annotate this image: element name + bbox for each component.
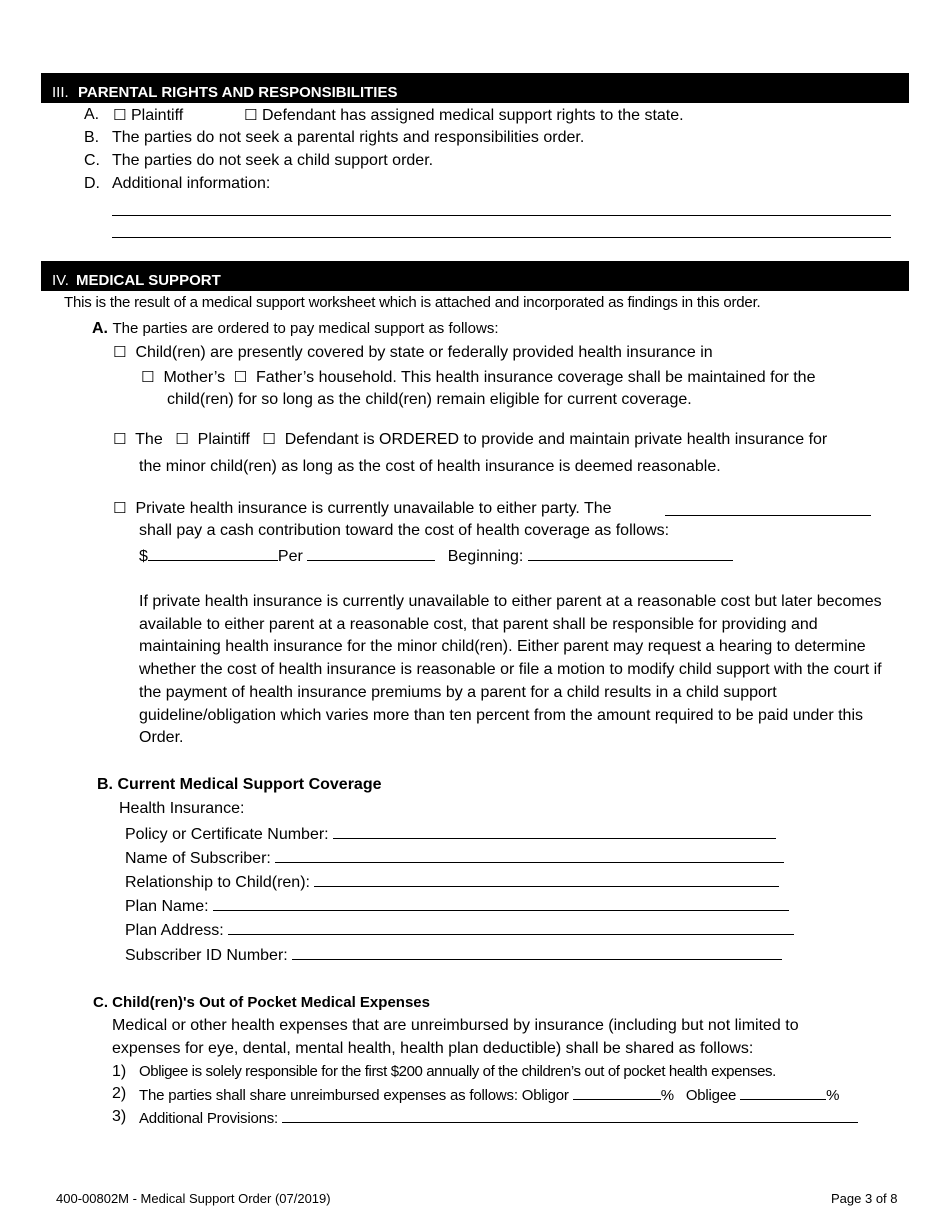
subsection-a bbox=[92, 319, 498, 339]
relationship-label: Relationship to Child(ren): bbox=[125, 874, 310, 891]
section-roman-numeral: III. bbox=[52, 84, 69, 101]
item-d-text: Additional information: bbox=[112, 175, 271, 192]
plan-name-field[interactable] bbox=[213, 895, 789, 911]
item-1-text: Obligee is solely responsible for the first $200 annually of the children’s out of pocket health expenses. bbox=[139, 1063, 776, 1080]
medical-support-intro: This is the result of a medical support worksheet which is attached and incorporated as findings in this order. bbox=[64, 294, 761, 311]
section-title: PARENTAL RIGHTS AND RESPONSIBILITIES bbox=[78, 84, 398, 101]
coverage-continuation-text: child(ren) for so long as the child(ren) remain eligible for current coverage. bbox=[167, 391, 692, 408]
item-letter-d: D. bbox=[84, 175, 100, 192]
dollar-sign: $ bbox=[139, 548, 148, 565]
footer-form-id: 400-00802M - Medical Support Order (07/2019) bbox=[56, 1191, 331, 1206]
section-title: MEDICAL SUPPORT bbox=[76, 272, 221, 289]
section-header-parental-rights bbox=[41, 73, 909, 103]
item-1-number: 1) bbox=[112, 1063, 127, 1080]
relationship-field[interactable] bbox=[314, 871, 779, 887]
defendant-assigned-label: Defendant has assigned medical support rights to the state. bbox=[262, 107, 684, 124]
item-3-number: 3) bbox=[112, 1108, 127, 1125]
cash-contribution-text: Private health insurance is currently unavailable to either party. The bbox=[135, 500, 612, 517]
obligor-percent-field[interactable] bbox=[573, 1084, 661, 1100]
mother-label: Mother’s bbox=[163, 369, 226, 386]
out-of-pocket-intro-2: expenses for eye, dental, mental health, health plan deductible) shall be shared as follows: bbox=[112, 1040, 754, 1057]
item-letter-a: A. bbox=[84, 106, 100, 123]
health-insurance-label: Health Insurance: bbox=[119, 800, 245, 817]
father-household-checkbox[interactable]: ☐ bbox=[233, 368, 248, 386]
additional-info-line-2[interactable] bbox=[112, 237, 891, 238]
additional-provisions-row bbox=[139, 1107, 858, 1129]
item-2-number: 2) bbox=[112, 1085, 127, 1102]
relationship-row bbox=[125, 871, 779, 893]
father-label: Father’s household. This health insurance coverage shall be maintained for the bbox=[256, 369, 816, 386]
per-label: Per bbox=[277, 548, 303, 565]
ordered-plaintiff-checkbox[interactable]: ☐ bbox=[175, 430, 189, 448]
reasonable-cost-paragraph: If private health insurance is currently unavailable to either parent at a reasonable cost but later becomes available to either parent at a reasonable cost, that parent shall be responsible for providing and maintaining health insurance for the minor child(ren). Either parent may request a hearing to determine whether the cost of health insurance is reasonable or file a motion to modify child support with the court if the payment of health insurance premiums by a parent for a child results in a child support guideline/obligation which varies more than ten percent from the amount required to be paid under this Order. bbox=[139, 593, 882, 747]
paying-party-field[interactable] bbox=[665, 515, 871, 516]
out-of-pocket-intro-1: Medical or other health expenses that are unreimbursed by insurance (including but not limited to bbox=[112, 1017, 799, 1034]
state-coverage-checkbox[interactable]: ☐ bbox=[113, 343, 127, 361]
cash-contribution-continuation: shall pay a cash contribution toward the cost of health coverage as follows: bbox=[139, 522, 670, 539]
plan-address-field[interactable] bbox=[228, 919, 794, 935]
obligee-label: Obligee bbox=[685, 1087, 737, 1104]
household-row bbox=[141, 367, 815, 388]
additional-info-line-1[interactable] bbox=[112, 215, 891, 216]
policy-number-row bbox=[125, 823, 776, 845]
plan-address-label: Plan Address: bbox=[125, 922, 224, 939]
private-insurance-continuation: the minor child(ren) as long as the cost of health insurance is deemed reasonable. bbox=[139, 458, 721, 475]
plaintiff-checkbox[interactable]: ☐ bbox=[113, 106, 127, 124]
item-b-text: The parties do not seek a parental rights and responsibilities order. bbox=[112, 129, 585, 146]
plaintiff-checkbox-row bbox=[113, 105, 183, 126]
ordered-plaintiff-label: Plaintiff bbox=[197, 431, 250, 448]
plan-name-row bbox=[125, 895, 789, 917]
section-roman-numeral: IV. bbox=[52, 272, 69, 289]
policy-number-label: Policy or Certificate Number: bbox=[125, 826, 329, 843]
ordered-defendant-label: Defendant is ORDERED to provide and maintain private health insurance for bbox=[284, 431, 828, 448]
subscriber-id-label: Subscriber ID Number: bbox=[125, 947, 288, 964]
obligee-percent-sign: % bbox=[826, 1087, 840, 1104]
obligor-percent-sign: % bbox=[660, 1087, 674, 1104]
subscriber-id-field[interactable] bbox=[292, 944, 782, 960]
subscriber-name-field[interactable] bbox=[275, 847, 784, 863]
the-label: The bbox=[135, 431, 163, 448]
subscriber-name-row bbox=[125, 847, 784, 869]
additional-provisions-field[interactable] bbox=[282, 1107, 858, 1123]
policy-number-field[interactable] bbox=[333, 823, 776, 839]
option-private-insurance bbox=[113, 429, 827, 450]
option-state-coverage bbox=[113, 342, 713, 363]
state-coverage-text: Child(ren) are presently covered by state or federally provided health insurance in bbox=[135, 344, 713, 361]
subscriber-id-row bbox=[125, 944, 782, 966]
defendant-checkbox[interactable]: ☐ bbox=[244, 106, 258, 124]
plan-name-label: Plan Name: bbox=[125, 898, 209, 915]
item-letter-b: B. bbox=[84, 129, 100, 146]
amount-field[interactable] bbox=[148, 545, 278, 561]
subscriber-name-label: Name of Subscriber: bbox=[125, 850, 271, 867]
ordered-defendant-checkbox[interactable]: ☐ bbox=[262, 430, 276, 448]
cash-contribution-checkbox[interactable]: ☐ bbox=[113, 499, 127, 517]
defendant-checkbox-row bbox=[244, 105, 684, 126]
cash-amount-row bbox=[139, 545, 733, 567]
subsection-a-text: The parties are ordered to pay medical support as follows: bbox=[112, 320, 499, 337]
beginning-field[interactable] bbox=[528, 545, 733, 561]
mother-household-checkbox[interactable]: ☐ bbox=[141, 368, 155, 386]
per-field[interactable] bbox=[307, 545, 435, 561]
footer-page-number: Page 3 of 8 bbox=[831, 1191, 898, 1206]
item-letter-c: C. bbox=[84, 152, 100, 169]
plaintiff-label: Plaintiff bbox=[131, 107, 184, 124]
item-c-text: The parties do not seek a child support order. bbox=[112, 152, 434, 169]
private-insurance-checkbox[interactable]: ☐ bbox=[113, 430, 127, 448]
current-coverage-title: B. Current Medical Support Coverage bbox=[97, 776, 382, 793]
obligee-percent-field[interactable] bbox=[740, 1084, 826, 1100]
additional-provisions-label: Additional Provisions: bbox=[139, 1110, 279, 1127]
subsection-a-label: A. bbox=[92, 320, 108, 337]
beginning-label: Beginning: bbox=[447, 548, 524, 565]
share-expenses-text: The parties shall share unreimbursed expenses as follows: Obligor bbox=[139, 1087, 569, 1104]
out-of-pocket-title: C. Child(ren)'s Out of Pocket Medical Expenses bbox=[93, 994, 430, 1011]
section-header-medical-support bbox=[41, 261, 909, 291]
option-cash-contribution bbox=[113, 498, 612, 519]
plan-address-row bbox=[125, 919, 794, 941]
share-expenses-row bbox=[139, 1084, 839, 1106]
